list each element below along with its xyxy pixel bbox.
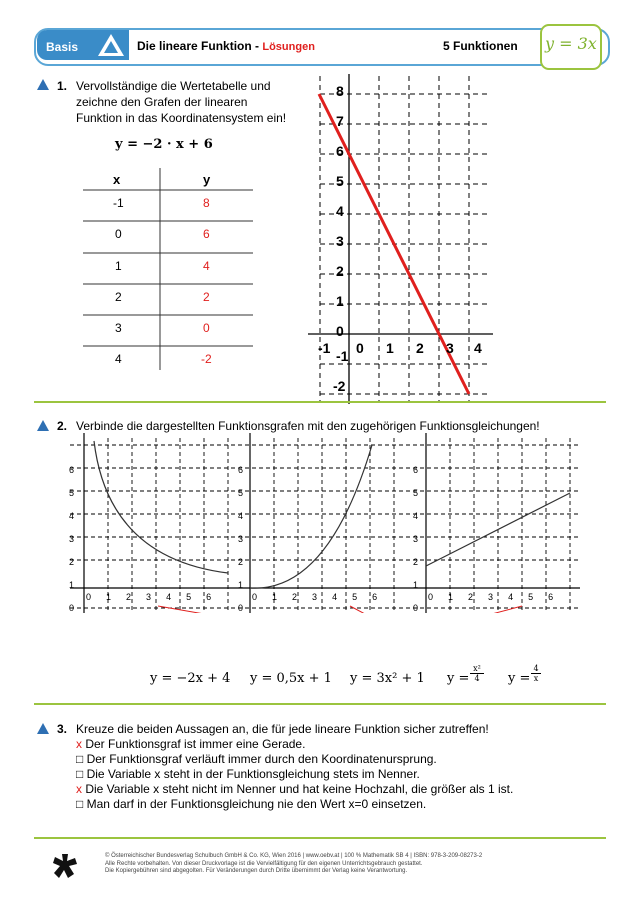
checkbox-empty[interactable]: □ bbox=[76, 767, 84, 781]
fraction-4-x bbox=[531, 664, 541, 683]
task3-text: Kreuze die beiden Aussagen an, die für jede lineare Funktion sicher zutreffen! bbox=[76, 722, 489, 736]
x-tick: 1 bbox=[272, 592, 278, 602]
graph1-y-labels bbox=[336, 76, 344, 346]
table-cell-y: 8 bbox=[203, 196, 210, 210]
x-tick: 0 bbox=[428, 592, 434, 602]
y-tick: 4 bbox=[238, 511, 244, 521]
y-tick: 3 bbox=[69, 534, 75, 544]
table-cell-y: 4 bbox=[203, 259, 210, 273]
numerator: x² bbox=[473, 664, 481, 673]
y-tick: 5 bbox=[413, 488, 419, 498]
table-cell-x: 4 bbox=[115, 352, 122, 366]
x-tick: 2 bbox=[126, 592, 132, 602]
y-tick: 8 bbox=[336, 83, 344, 99]
x-tick: 6 bbox=[372, 592, 378, 602]
numerator: 4 bbox=[533, 664, 539, 673]
triangle-icon bbox=[37, 79, 49, 90]
checkbox-empty[interactable]: □ bbox=[76, 797, 84, 811]
task3-number: 3. bbox=[57, 722, 68, 736]
x-tick: 4 bbox=[508, 592, 514, 602]
y-tick: 4 bbox=[336, 203, 344, 219]
option-text: Die Variable x steht nicht im Nenner und hat keine Hochzahl, die größer als 1 ist. bbox=[85, 782, 514, 796]
option-item bbox=[76, 752, 513, 767]
y-tick: 5 bbox=[238, 488, 244, 498]
y-tick: -2 bbox=[333, 378, 346, 394]
option-list bbox=[76, 737, 513, 812]
y-tick: 1 bbox=[413, 580, 419, 590]
x-tick: 3 bbox=[146, 592, 152, 602]
x-tick: 2 bbox=[468, 592, 474, 602]
checkbox-marked[interactable]: x bbox=[76, 737, 82, 751]
option-item bbox=[76, 782, 513, 797]
y-tick: 3 bbox=[238, 534, 244, 544]
y-tick: 2 bbox=[336, 263, 344, 279]
task1-text bbox=[76, 78, 316, 126]
x-tick: 0 bbox=[86, 592, 92, 602]
option-item bbox=[76, 767, 513, 782]
task1-line: zeichne den Grafen der linearen bbox=[76, 95, 248, 109]
x-tick: 4 bbox=[166, 592, 172, 602]
equation-1: y = −2x + 4 bbox=[150, 671, 231, 686]
graph2-y-labels-a bbox=[69, 459, 74, 620]
separator bbox=[34, 837, 606, 839]
equation-4: y = bbox=[447, 671, 470, 686]
y-tick: 0 bbox=[336, 323, 344, 339]
x-tick: 6 bbox=[548, 592, 554, 602]
logo-formula: y = 3x bbox=[545, 34, 597, 53]
equation-5: y = bbox=[508, 671, 531, 686]
parabola-curve bbox=[250, 445, 372, 588]
y-tick: 5 bbox=[336, 173, 344, 189]
x-tick: 5 bbox=[352, 592, 358, 602]
y-tick: 1 bbox=[69, 580, 75, 590]
task1-line: Funktion in das Koordinatensystem ein! bbox=[76, 111, 287, 125]
table-cell-x: 2 bbox=[115, 290, 122, 304]
table-cell-x: -1 bbox=[113, 196, 124, 210]
x-tick: 0 bbox=[252, 592, 258, 602]
y-tick: 7 bbox=[336, 113, 344, 129]
checkbox-marked[interactable]: x bbox=[76, 782, 82, 796]
graph2-x-labels-b bbox=[252, 592, 412, 602]
separator bbox=[34, 703, 606, 705]
x-tick: 4 bbox=[332, 592, 338, 602]
y-tick: 0 bbox=[413, 603, 419, 613]
graph2-x-labels-a bbox=[86, 592, 246, 602]
x-tick: 2 bbox=[292, 592, 298, 602]
y-tick: 2 bbox=[413, 557, 419, 567]
triangle-logo-icon bbox=[96, 32, 126, 58]
table-header-x: x bbox=[113, 172, 121, 187]
option-item bbox=[76, 797, 513, 812]
table-cell-y: -2 bbox=[201, 352, 212, 366]
y-tick: -1 bbox=[336, 348, 349, 364]
table-header-y: y bbox=[203, 172, 211, 187]
page-title bbox=[137, 39, 315, 53]
task1-line: Vervollständige die Wertetabelle und bbox=[76, 79, 271, 93]
y-tick: 5 bbox=[69, 488, 75, 498]
table-cell-y: 2 bbox=[203, 290, 210, 304]
footer-text bbox=[105, 853, 482, 876]
title-solutions: Lösungen bbox=[262, 41, 315, 53]
x-tick: 3 bbox=[312, 592, 318, 602]
x-tick: 5 bbox=[528, 592, 534, 602]
x-tick: 1 bbox=[386, 340, 394, 356]
title-text: Die lineare Funktion bbox=[137, 39, 252, 53]
footer-line: Die Kopiergebühren sind abgegolten. Für Veränderungen durch Dritte übernimmt der Verlag keine Verantwortung. bbox=[105, 868, 408, 874]
y-tick: 1 bbox=[238, 580, 244, 590]
y-tick: 3 bbox=[413, 534, 419, 544]
denominator: x bbox=[531, 673, 541, 683]
y-tick: 6 bbox=[413, 465, 419, 475]
triangle-icon bbox=[37, 723, 49, 734]
y-tick: 3 bbox=[336, 233, 344, 249]
value-table bbox=[75, 164, 255, 374]
table-lines bbox=[75, 164, 255, 374]
task1-number: 1. bbox=[57, 79, 68, 93]
x-tick: 1 bbox=[448, 592, 454, 602]
y-tick: 4 bbox=[69, 511, 75, 521]
table-cell-x: 0 bbox=[115, 227, 122, 241]
x-tick: -1 bbox=[318, 340, 331, 356]
option-text: Man darf in der Funktionsgleichung nie den Wert x=0 einsetzen. bbox=[86, 797, 427, 811]
publisher-logo-icon bbox=[52, 852, 78, 880]
y-tick: 6 bbox=[69, 465, 75, 475]
equation-2: y = 0,5x + 1 bbox=[250, 671, 332, 686]
footer-line: Alle Rechte vorbehalten. Von dieser Druckvorlage ist die Vervielfältigung für den eigenen Unterrichtsgebrauch gestattet. bbox=[105, 860, 423, 867]
task2-number: 2. bbox=[57, 419, 68, 433]
x-tick: 5 bbox=[186, 592, 192, 602]
y-tick: 0 bbox=[69, 603, 75, 613]
separator bbox=[34, 401, 606, 403]
option-text: Der Funktionsgraf ist immer eine Gerade. bbox=[85, 737, 306, 751]
checkbox-empty[interactable]: □ bbox=[76, 752, 84, 766]
table-cell-x: 1 bbox=[115, 259, 122, 273]
x-tick: 0 bbox=[356, 340, 364, 356]
y-tick: 2 bbox=[69, 557, 75, 567]
table-cell-y: 0 bbox=[203, 321, 210, 335]
y-tick: 6 bbox=[336, 143, 344, 159]
y-tick: 1 bbox=[336, 293, 344, 309]
x-tick: 3 bbox=[446, 340, 454, 356]
fraction-x2-4 bbox=[470, 664, 484, 683]
option-item bbox=[76, 737, 513, 752]
y-tick: 4 bbox=[413, 511, 419, 521]
y-tick: 6 bbox=[238, 465, 244, 475]
footer-line: © Österreichischer Bundesverlag Schulbuch GmbH & Co. KG, Wien 2016 | www.oebv.at | 100 % Mathematik SB 4 | ISBN: 978-3-209-08273-2 bbox=[105, 853, 483, 859]
x-tick: 6 bbox=[206, 592, 212, 602]
table-cell-x: 3 bbox=[115, 321, 122, 335]
task1-formula: y = −2 · x + 6 bbox=[115, 137, 213, 152]
task2-text: Verbinde die dargestellten Funktionsgrafen mit den zugehörigen Funktionsgleichungen! bbox=[76, 419, 540, 433]
x-tick: 3 bbox=[488, 592, 494, 602]
graph2-y-labels-c bbox=[413, 459, 418, 620]
equation-3: y = 3x² + 1 bbox=[350, 671, 425, 686]
option-text: Der Funktionsgraf verläuft immer durch den Koordinatenursprung. bbox=[86, 752, 437, 766]
x-tick: 4 bbox=[474, 340, 482, 356]
task2-graphs bbox=[60, 433, 590, 613]
table-cell-y: 6 bbox=[203, 227, 210, 241]
denominator: 4 bbox=[470, 673, 484, 683]
x-tick: 1 bbox=[106, 592, 112, 602]
badge-label: Basis bbox=[46, 40, 79, 54]
hyperbola-curve bbox=[94, 441, 228, 573]
triangle-icon bbox=[37, 420, 49, 431]
y-tick: 0 bbox=[238, 603, 244, 613]
x-tick: 2 bbox=[416, 340, 424, 356]
option-text: Die Variable x steht in der Funktionsgleichung stets im Nenner. bbox=[86, 767, 420, 781]
title-separator: - bbox=[251, 39, 263, 53]
graph2-x-labels-c bbox=[428, 592, 588, 602]
y-tick: 2 bbox=[238, 557, 244, 567]
chapter-label: 5 Funktionen bbox=[443, 39, 518, 53]
